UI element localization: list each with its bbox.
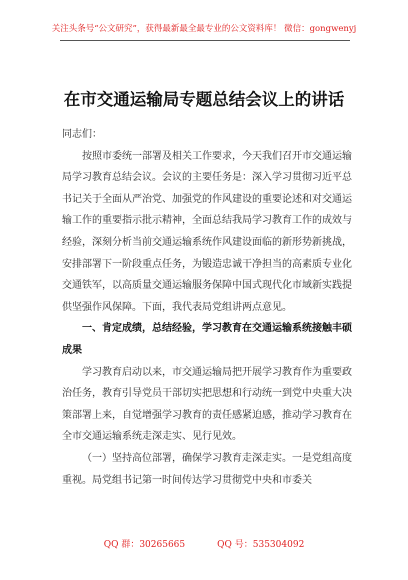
paragraph-section-1: 学习教育启动以来，市交通运输局把开展学习教育作为重要政治任务，教育引导党员干部切实把思想和行动统一到党中央重大决策部署上来，自觉增强学习教育的责任感紧迫感，推动学习教育在全市交通运输系统走深走实、见行见效。: [62, 366, 352, 443]
paragraph-intro: 按照市委统一部署及相关工作要求，今天我们召开市交通运输局学习教育总结会议。会议的主要任务是：深入学习贯彻习近平总书记关于全面从严治党、加强党的作风建设的重要论述和对交通运输工作的重要指示批示精神，全面总结我局学习教育工作的成效与经验，深刻分析当前交通运输系统作风建设面临的新形势新挑战，安排部署下一阶段重点任务，为锻造忠诚干净担当的高素质专业化交通铁军，以高质量交通运输服务保障中国式现代化市域新实践提供坚强作风保障。下面，我代表局党组讲两点意见。: [62, 150, 352, 313]
footer-qq-group: QQ 群：30265665: [103, 540, 186, 550]
section-heading-1: 一、肯定成绩，总结经验，学习教育在交通运输系统接触丰硕成果: [62, 323, 352, 356]
header-divider: [60, 40, 350, 41]
footer-qq-number: QQ 号：535304092: [217, 540, 305, 550]
document-body: [62, 124, 352, 491]
paragraph-subsection-1: （一）坚持高位部署，确保学习教育走深走实。一是党组高度重视。局党组书记第一时间传达学习贯彻党中央和市委关: [62, 452, 352, 486]
greeting: 同志们：: [62, 129, 102, 140]
footer-contact: [0, 537, 408, 550]
document-title: 在市交通运输局专题总结会议上的讲话: [63, 90, 345, 109]
header-watermark-note: 关注头条号“公文研究”，获得最新最全最专业的公文资料库！ 微信：gongwenyj: [51, 24, 357, 34]
